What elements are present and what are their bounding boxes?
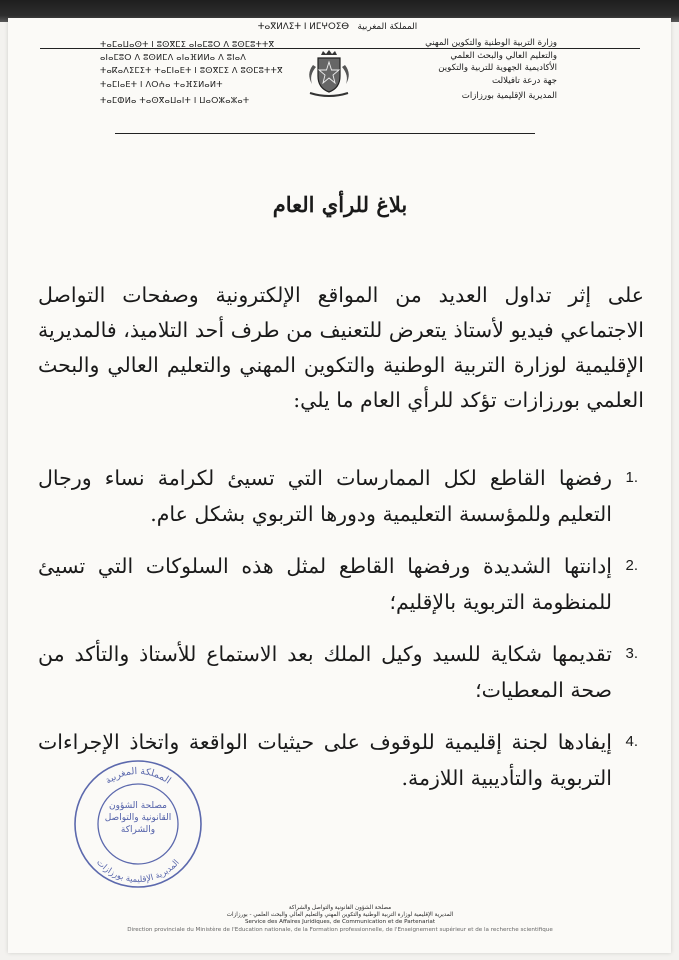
header-bottom-rule — [115, 133, 535, 134]
official-stamp — [72, 758, 204, 890]
page-footer — [30, 905, 650, 934]
moroccan-coat-of-arms-icon — [304, 50, 354, 98]
list-item — [38, 636, 638, 708]
item-text: تقديمها شكاية للسيد وكيل الملك بعد الاستماع للأستاذ والتأكد من صحة المعطيات؛ — [38, 642, 612, 702]
tifinagh-line: ⵜⴰⴽⴰⴷⵉⵎⵉⵜ ⵜⴰⵎⵏⴰⴹⵜ ⵏ ⵓⵙⴳⵎⵉ ⴷ ⵓⵙⵎⵓⵜⵜⴳ — [100, 65, 283, 76]
footer-line: المديرية الإقليمية لوزارة التربية الوطنية والتكوين المهني والتعليم العالي والبحث العلمي - بورزازات — [226, 912, 454, 919]
tifinagh-line: ⵜⴰⵎⵏⴰⴹⵜ ⵏ ⴷⵔⵄⴰ ⵜⴰⴼⵉⵍⴰⵍⵜ — [100, 78, 223, 89]
list-item — [38, 460, 638, 532]
item-number: 3. — [625, 645, 638, 662]
footer-line: Service des Affaires Juridiques, de Communication et de Partenariat — [244, 919, 436, 926]
kingdom-tifinagh: ⵜⴰⴳⵍⴷⵉⵜ ⵏ ⵍⵎⵖⵔⵉⴱ — [257, 22, 350, 32]
item-text: إيفادها لجنة إقليمية للوقوف على حيثيات الواقعة واتخاذ الإجراءات التربوية والتأديبية اللازمة. — [38, 730, 612, 790]
header-top-rule — [40, 48, 640, 49]
tifinagh-line: ⵜⴰⵎⵀⵍⴰ ⵜⴰⵙⴳⴰⵡⴰⵏⵜ ⵏ ⵡⴰⵔⵣⴰⵣⴰⵜ — [100, 94, 250, 105]
svg-text:المديرية الإقليمية بورزازات — [94, 858, 181, 885]
tifinagh-line: ⴰⵏⴰⵎⵓⵔ ⴷ ⵓⵙⵍⵎⴷ ⴰⵏⴰⴼⵍⵍⴰ ⴷ ⵓⵏⴰⴷ — [100, 52, 246, 63]
stamp-center-text: مصلحة الشؤون القانونية والتواصل والشراكة — [104, 801, 172, 835]
direction-line: المديرية الإقليمية بورزازات — [461, 91, 557, 102]
tifinagh-line: ⵜⴰⵎⴰⵡⴰⵙⵜ ⵏ ⵓⵙⴳⵎⵉ ⴰⵏⴰⵎⵓⵔ ⴷ ⵓⵙⵎⵓⵜⵜⴳ — [100, 39, 275, 49]
list-item — [38, 548, 638, 620]
item-number: 4. — [625, 733, 638, 750]
letterhead — [0, 22, 679, 132]
academy-line: الأكاديمية الجهوية للتربية والتكوين — [438, 63, 557, 74]
intro-paragraph: على إثر تداول العديد من المواقع الإلكترونية وصفحات التواصل الاجتماعي فيديو لأستاذ يتعرض للتعنيف من طرف أحد التلاميذ، فالمديرية الإقليمية لوزارة التربية الوطنية والتكوين المهني والتعليم العالي والبحث العلمي بورزازات تؤكد للرأي العام ما يلي: — [38, 283, 644, 412]
ministry-line: وزارة التربية الوطنية والتكوين المهني — [425, 38, 557, 48]
item-number: 2. — [625, 557, 638, 574]
ministry-line: والتعليم العالي والبحث العلمي — [450, 50, 557, 61]
item-text: إدانتها الشديدة ورفضها القاطع لمثل هذه السلوكات التي تسيئ للمنظومة التربوية بالإقليم؛ — [38, 554, 612, 614]
footer-line: مصلحة الشؤون القانونية والتواصل والشراكة — [288, 905, 392, 911]
letterhead-arabic — [332, 24, 557, 103]
kingdom-arabic: المملكة المغربية — [357, 22, 418, 32]
item-text: رفضها القاطع لكل الممارسات التي تسيئ لكرامة نساء ورجال التعليم وللمؤسسة التعليمية ودورها التربوي بشكل عام. — [38, 466, 612, 526]
stamp-ring-top: المملكة المغربية — [103, 765, 173, 787]
stamp-ring-bottom: المديرية الإقليمية بورزازات — [94, 857, 182, 886]
page-title: بلاغ للرأي العام — [272, 192, 408, 217]
footer-line: Direction provinciale du Ministère de l'Education nationale, de la Formation professionnelle, de l'Enseignement supérieur et de la recherche scientifique — [127, 926, 553, 933]
item-number: 1. — [625, 469, 638, 486]
region-line: جهة درعة تافيلالت — [492, 75, 557, 86]
